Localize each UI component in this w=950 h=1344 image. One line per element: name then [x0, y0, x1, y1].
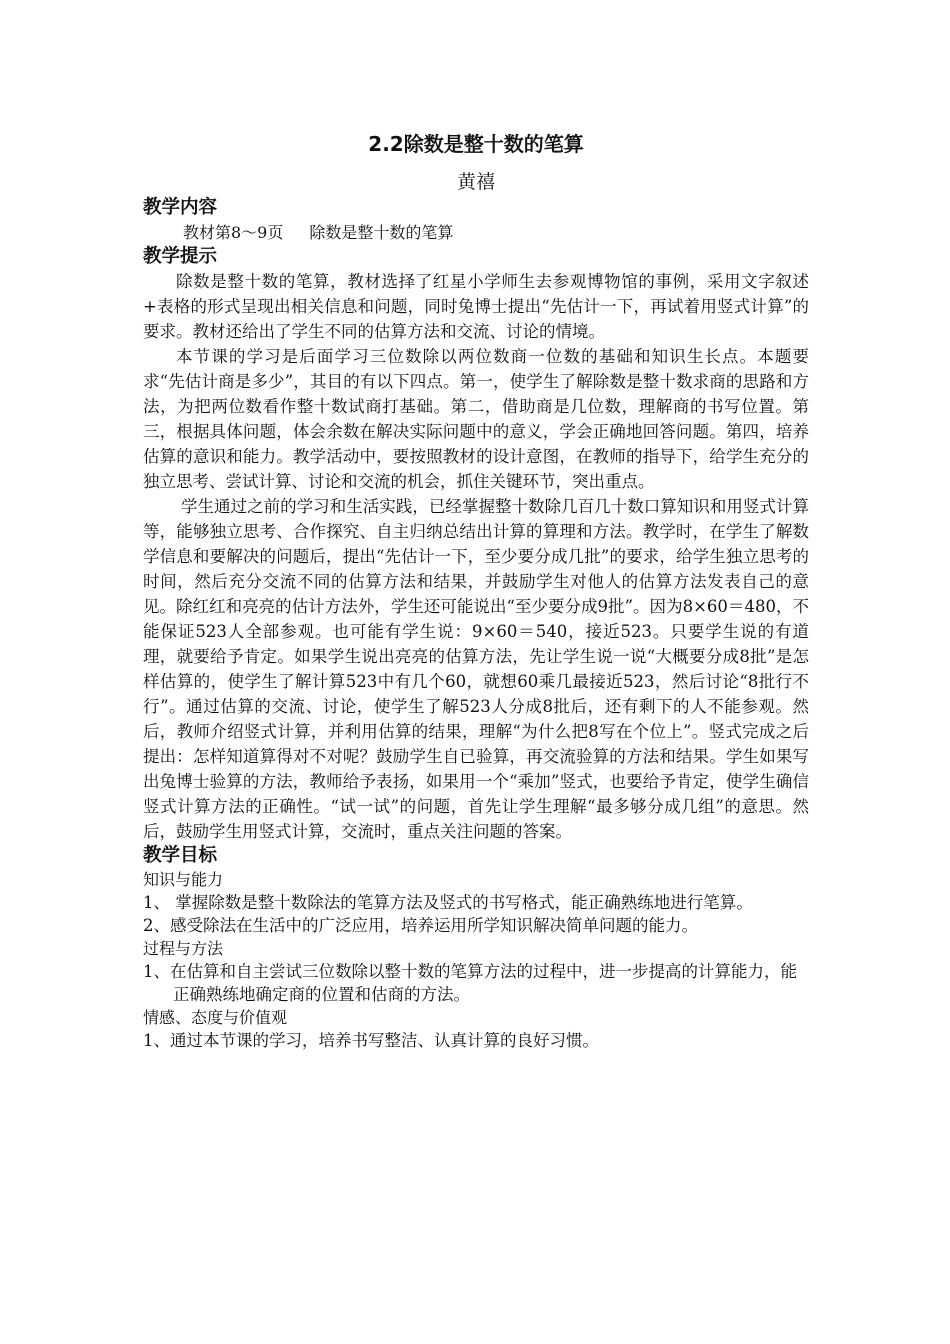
goal-item: 1、在估算和自主尝试三位数除以整十数的笔算方法的过程中，进一步提高的计算能力，能正确熟练地确定商的位置和估商的方法。 [143, 962, 797, 1004]
textbook-pages: 教材第8～9页 [183, 223, 284, 242]
author-name: 黄禧 [456, 171, 495, 193]
heading-teaching-hint: 教学提示 [143, 246, 218, 267]
document-page [143, 130, 809, 1052]
hint-paragraph-3: 学生通过之前的学习和生活实践，已经掌握整十数除几百几十数口算知识和用竖式计算等，能够独立思考、合作探究、自主归纳总结出计算的算理和方法。教学时，在学生了解数学信息和要解决的问题后，提出“先估计一下，至少要分成几批”的要求，给学生独立思考的时间，然后充分交流不同的估算方法和结果，并鼓励学生对他人的估算方法发表自己的意见。除红红和亮亮的估计方法外，学生还可能说出“至少要分成9批”。因为8×60＝480，不能保证523人全部参观。也可能有学生说：9×60＝540，接近523。只要学生说的有道理，就要给予肯定。如果学生说出亮亮的估算方法，先让学生说一说“大概要分成8批”是怎样估算的，使学生了解计算523中有几个60，就想60乘几最接近523，然后讨论“8批行不行”。通过估算的交流、讨论，使学生了解523人分成8批后，还有剩下的人不能参观。然后，教师介绍竖式计算，并利用估算的结果，理解“为什么把8写在个位上”。竖式完成之后提出：怎样知道算得对不对呢？鼓励学生自已验算，再交流验算的方法和结果。学生如果写出兔博士验算的方法，教师给予表扬，如果用一个“乘加”竖式，也要给予肯定，使学生确信竖式计算方法的正确性。“试一试”的问题，首先让学生理解“最多够分成几组”的意思。然后，鼓励学生用竖式计算，交流时，重点关注问题的答案。 [143, 497, 809, 841]
page-title: 2.2除数是整十数的笔算 [368, 132, 584, 156]
goal-item: 1、通过本节课的学习，培养书写整洁、认真计算的良好习惯。 [143, 1031, 599, 1050]
goal-group-attitude: 情感、态度与价值观 [143, 1008, 288, 1027]
hint-paragraph-1: 除数是整十数的笔算，教材选择了红星小学师生去参观博物馆的事例，采用文字叙述+表格的形式呈现出相关信息和问题，同时兔博士提出“先估计一下，再试着用竖式计算”的要求。教材还给出了学生不同的估算方法和交流、讨论的情境。 [143, 272, 809, 341]
lesson-topic: 除数是整十数的笔算 [309, 223, 454, 242]
hint-paragraph-2: 本节课的学习是后面学习三位数除以两位数商一位数的基础和知识生长点。本题要求“先估计商是多少”，其目的有以下四点。第一，使学生了解除数是整十数求商的思路和方法，为把两位数看作整十数试商打基础。第二，借助商是几位数，理解商的书写位置。第三，根据具体问题，体会余数在解决实际问题中的意义，学会正确地回答问题。第四，培养估算的意识和能力。教学活动中，要按照教材的设计意图，在教师的指导下，给学生充分的独立思考、尝试计算、讨论和交流的机会，抓住关键环节，突出重点。 [143, 347, 809, 491]
goal-item: 1、 掌握除数是整十数除法的笔算方法及竖式的书写格式，能正确熟练地进行笔算。 [143, 893, 753, 912]
heading-teaching-goals: 教学目标 [143, 845, 218, 866]
goal-group-process: 过程与方法 [143, 939, 224, 958]
goal-item: 2、感受除法在生活中的广泛应用，培养运用所学知识解决简单问题的能力。 [143, 916, 698, 935]
teaching-content-line [143, 220, 809, 245]
heading-teaching-content: 教学内容 [143, 197, 218, 218]
goal-group-knowledge: 知识与能力 [143, 870, 224, 889]
